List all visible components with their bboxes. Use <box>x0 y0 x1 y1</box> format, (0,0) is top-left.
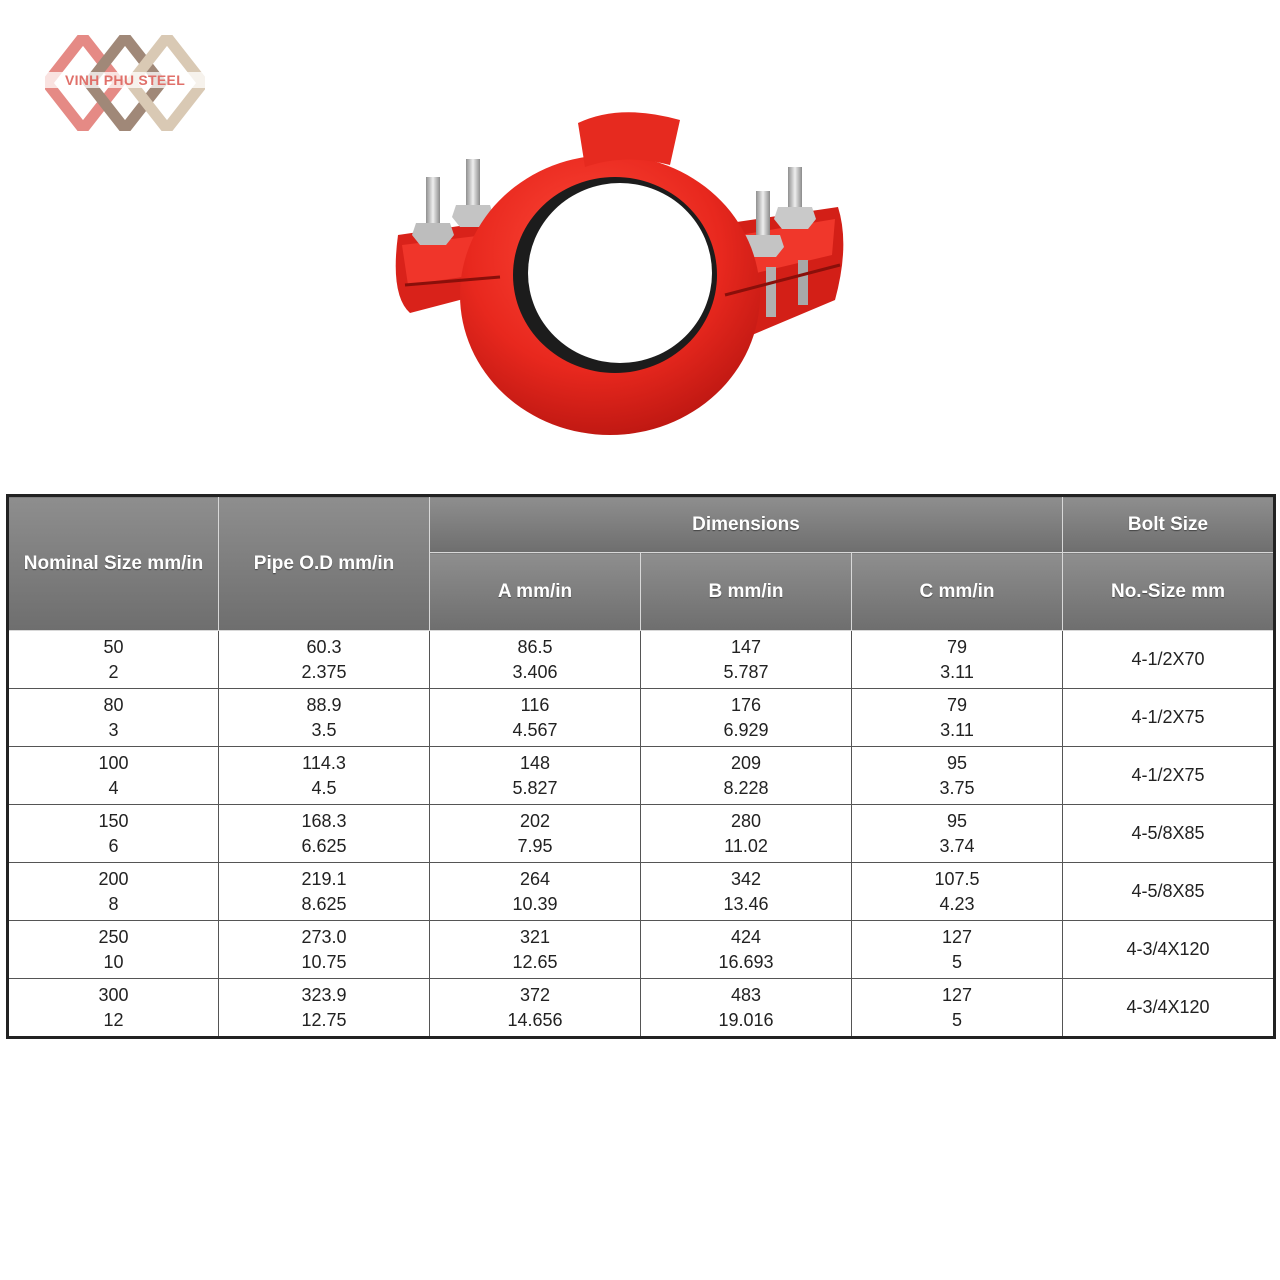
cell-dim-b: 280 11.02 <box>641 805 852 863</box>
header-row-1 <box>8 496 1275 553</box>
cell-pipe-od: 60.3 2.375 <box>219 631 430 689</box>
brand-logo <box>45 35 205 131</box>
cell-dim-a: 148 5.827 <box>430 747 641 805</box>
cell-nominal: 100 4 <box>8 747 219 805</box>
cell-dim-c: 95 3.75 <box>852 747 1063 805</box>
cell-dim-b: 424 16.693 <box>641 921 852 979</box>
cell-pipe-od: 88.9 3.5 <box>219 689 430 747</box>
header-no-size: No.-Size mm <box>1063 553 1275 631</box>
cell-dim-a: 372 14.656 <box>430 979 641 1038</box>
table-row <box>8 921 1275 979</box>
table-row <box>8 747 1275 805</box>
table-row <box>8 689 1275 747</box>
cell-dim-c: 127 5 <box>852 921 1063 979</box>
cell-pipe-od: 114.3 4.5 <box>219 747 430 805</box>
cell-bolt: 4-5/8X85 <box>1063 863 1275 921</box>
cell-dim-c: 127 5 <box>852 979 1063 1038</box>
cell-nominal: 250 10 <box>8 921 219 979</box>
cell-dim-c: 95 3.74 <box>852 805 1063 863</box>
brand-name: VINH PHU STEEL <box>45 72 205 88</box>
grooved-coupling-image <box>380 95 860 440</box>
cell-dim-a: 264 10.39 <box>430 863 641 921</box>
cell-nominal: 50 2 <box>8 631 219 689</box>
cell-bolt: 4-3/4X120 <box>1063 921 1275 979</box>
table-row <box>8 979 1275 1038</box>
cell-pipe-od: 219.1 8.625 <box>219 863 430 921</box>
cell-nominal: 150 6 <box>8 805 219 863</box>
header-nominal-size: Nominal Size mm/in <box>8 496 219 631</box>
cell-dim-b: 483 19.016 <box>641 979 852 1038</box>
cell-bolt: 4-3/4X120 <box>1063 979 1275 1038</box>
cell-pipe-od: 273.0 10.75 <box>219 921 430 979</box>
cell-dim-c: 107.5 4.23 <box>852 863 1063 921</box>
header-dim-b: B mm/in <box>641 553 852 631</box>
cell-dim-a: 86.5 3.406 <box>430 631 641 689</box>
header-dimensions: Dimensions <box>430 496 1063 553</box>
spec-table <box>6 494 1276 1039</box>
cell-bolt: 4-1/2X75 <box>1063 689 1275 747</box>
cell-dim-b: 176 6.929 <box>641 689 852 747</box>
cell-dim-b: 342 13.46 <box>641 863 852 921</box>
cell-dim-a: 202 7.95 <box>430 805 641 863</box>
table-row <box>8 631 1275 689</box>
spec-table-body <box>8 631 1275 1038</box>
cell-pipe-od: 168.3 6.625 <box>219 805 430 863</box>
table-row <box>8 805 1275 863</box>
cell-dim-b: 209 8.228 <box>641 747 852 805</box>
cell-dim-a: 321 12.65 <box>430 921 641 979</box>
cell-nominal: 300 12 <box>8 979 219 1038</box>
cell-dim-a: 116 4.567 <box>430 689 641 747</box>
cell-dim-b: 147 5.787 <box>641 631 852 689</box>
cell-dim-c: 79 3.11 <box>852 689 1063 747</box>
cell-pipe-od: 323.9 12.75 <box>219 979 430 1038</box>
header-bolt-size: Bolt Size <box>1063 496 1275 553</box>
header-pipe-od: Pipe O.D mm/in <box>219 496 430 631</box>
cell-dim-c: 79 3.11 <box>852 631 1063 689</box>
cell-bolt: 4-5/8X85 <box>1063 805 1275 863</box>
cell-nominal: 80 3 <box>8 689 219 747</box>
cell-nominal: 200 8 <box>8 863 219 921</box>
cell-bolt: 4-1/2X70 <box>1063 631 1275 689</box>
table-row <box>8 863 1275 921</box>
header-dim-a: A mm/in <box>430 553 641 631</box>
header-dim-c: C mm/in <box>852 553 1063 631</box>
cell-bolt: 4-1/2X75 <box>1063 747 1275 805</box>
